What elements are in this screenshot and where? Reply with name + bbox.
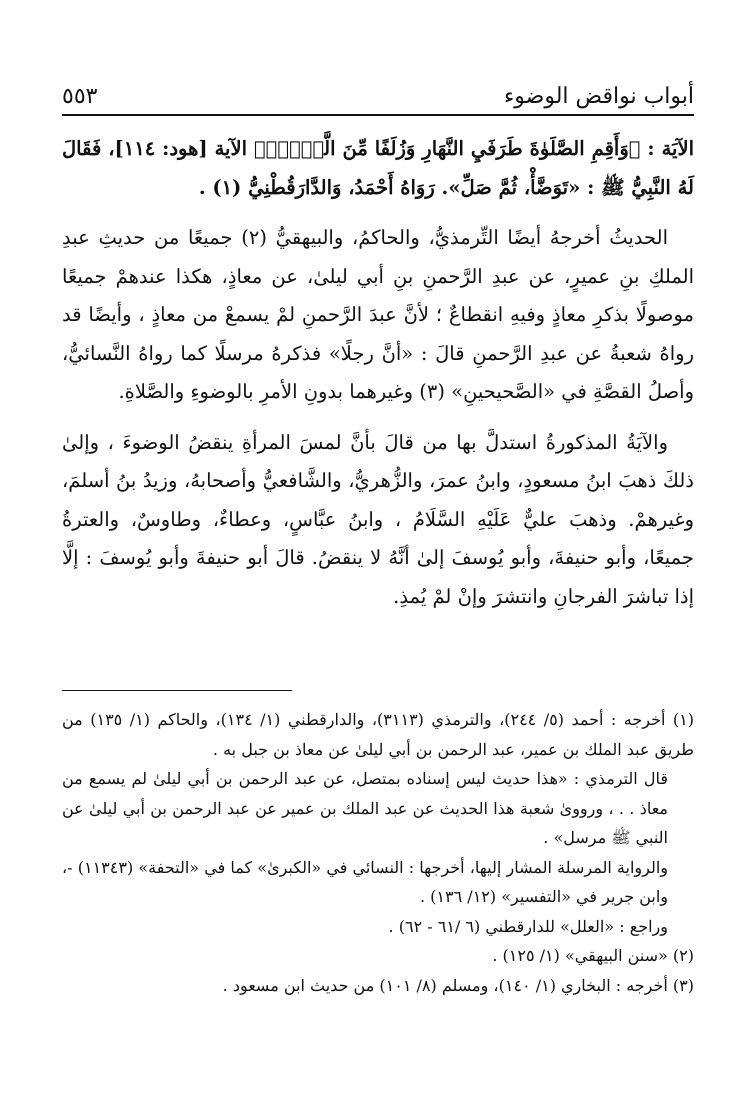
main-text: [62, 130, 694, 616]
footnote-1-ilal: وراجع : «العلل» للدارقطني (٦ /٦١ - ٦٢) .: [388, 916, 668, 936]
chapter-title: أبواب نواقض الوضوء: [503, 84, 694, 109]
page: [62, 70, 694, 628]
page-number: ٥٥٣: [62, 84, 98, 109]
footnote-1: (١) أخرجه : أحمد (٥/ ٢٤٤)، والترمذي (٣١١٣)، والدارقطني (١/ ١٣٤)، والحاكم (١/ ١٣٥) من طريق عبد الملك بن عمير، عبد الرحمن بن أبي ليلىٰ عن معاذ بن جبل به .: [62, 710, 694, 759]
footnote-2: (٢) «سنن البيهقي» (١/ ١٢٥) .: [492, 946, 694, 965]
hadith-paragraph: الآيَة : ﴿وَأَقِمِ الصَّلَوٰةَ طَرَفَيِ النَّهَارِ وَزُلَفًا مِّنَ الَّيۡلِۚ﴾ الآية [هود: ١١٤]، فَقَالَ لَهُ النَّبِيُّ ﷺ : «تَوَضَّأْ، ثُمَّ صَلِّ». رَوَاهُ أَحْمَدُ، وَالدَّارَقُطْنِيُّ (١) .: [62, 137, 694, 199]
commentary-paragraph-1: الحديثُ أخرجهُ أيضًا التِّرمذيُّ، والحاكمُ، والبيهقيُّ (٢) جميعًا من حديثِ عبدِ الملكِ بنِ عميرٍ، عن عبدِ الرَّحمنِ بنِ أبي ليلىٰ، عن معاذٍ، هكذا عندهمْ جميعًا موصولًا بذكرِ معاذٍ وفيهِ انقطاعٌ ؛ لأنَّ عبدَ الرَّحمنِ لمْ يسمعْ من معاذٍ ، وأيضًا قد رواهُ شعبةُ عن عبدِ الرَّحمنِ قالَ : «أنَّ رجلًا» فذكرهُ مرسلًا كما رواهُ النَّسائيُّ، وأصلُ القصَّةِ في «الصَّحيحينِ» (٣) وغيرهما بدونِ الأمرِ بالوضوءِ والصَّلاةِ.: [62, 226, 694, 403]
footnote-1-mursal: والرواية المرسلة المشار إليها، أخرجها : النسائي في «الكبرىٰ» كما في «التحفة» (١١٣٤٣) -، وابن جرير في «التفسير» (١٢/ ١٣٦) .: [62, 857, 669, 906]
running-header: [62, 70, 694, 116]
footnotes-divider: [62, 690, 292, 691]
footnote-1-tirmidhi: قال الترمذي : «هذا حديث ليس إسناده بمتصل، عن عبد الرحمن بن أبي ليلىٰ لم يسمع من معاذ . . ، ورووىٰ شعبة هذا الحديث عن عبد الملك بن عمير عن عبد الرحمن بن أبي ليلىٰ عن النبي ﷺ مرسل» .: [62, 769, 668, 847]
footnotes: [62, 705, 694, 1000]
commentary-paragraph-2: والآيَةُ المذكورةُ استدلَّ بها من قالَ بأنَّ لمسَ المرأةِ ينقضُ الوضوءَ ، وإلىٰ ذلكَ ذهبَ ابنُ مسعودٍ، وابنُ عمرَ، والزُّهريُّ، والشَّافعيُّ وأصحابهُ، وزيدُ بنُ أسلمَ، وغيرهمْ. وذهبَ عليٌّ عَلَيْهِ السَّلَامُ ، وابنُ عبَّاسٍ، وعطاءٌ، وطاوسٌ، والعترةُ جميعًا، وأبو حنيفةَ، وأبو يُوسفَ إلىٰ أنَّهُ لا ينقضُ. قالَ أبو حنيفةَ وأبو يُوسفَ : إلَّا إذا تباشرَ الفرجانِ وانتشرَ وإنْ لمْ يُمذِ.: [62, 430, 694, 608]
footnote-3: (٣) أخرجه : البخاري (١/ ١٤٠)، ومسلم (٨/ ١٠١) من حديث ابن مسعود .: [222, 975, 694, 995]
